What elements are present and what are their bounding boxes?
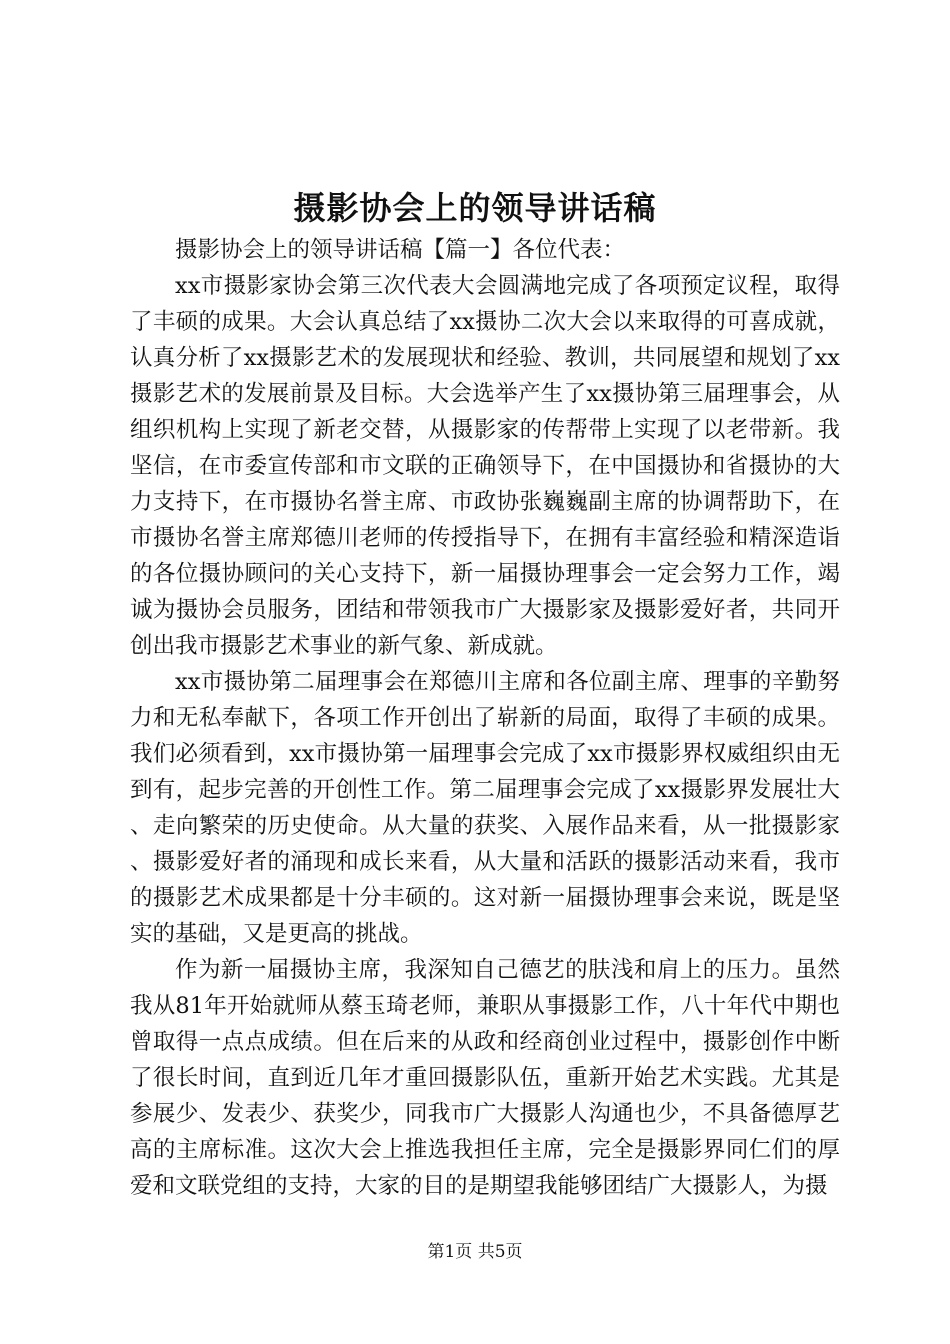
document-body <box>130 232 840 1204</box>
document-title: 摄影协会上的领导讲话稿 <box>293 189 657 227</box>
paragraph-opening: 摄影协会上的领导讲话稿【篇一】各位代表： <box>175 237 626 263</box>
paragraph-1: xx市摄影家协会第三次代表大会圆满地完成了各项预定议程，取得了丰硕的成果。大会认真总结了xx摄协二次大会以来取得的可喜成就，认真分析了xx摄影艺术的发展现状和经验、教训，共同展望和规划了xx摄影艺术的发展前景及目标。大会选举产生了xx摄协第三届理事会，从组织机构上实现了新老交替，从摄影家的传帮带上实现了以老带新。我坚信，在市委宣传部和市文联的正确领导下，在中国摄协和省摄协的大力支持下，在市摄协名誉主席、市政协张巍巍副主席的协调帮助下，在市摄协名誉主席郑德川老师的传授指导下，在拥有丰富经验和精深造诣的各位摄协顾问的关心支持下，新一届摄协理事会一定会努力工作，竭诚为摄协会员服务，团结和带领我市广大摄影家及摄影爱好者，共同开创出我市摄影艺术事业的新气象、新成就。 <box>130 273 840 659</box>
paragraph-2: xx市摄协第二届理事会在郑德川主席和各位副主席、理事的辛勤努力和无私奉献下，各项工作开创出了崭新的局面，取得了丰硕的成果。我们必须看到，xx市摄协第一届理事会完成了xx市摄影界权威组织由无到有，起步完善的开创性工作。第二届理事会完成了xx摄影界发展壮大、走向繁荣的历史使命。从大量的获奖、入展作品来看，从一批摄影家、摄影爱好者的涌现和成长来看，从大量和活跃的摄影活动来看，我市的摄影艺术成果都是十分丰硕的。这对新一届摄协理事会来说，既是坚实的基础，又是更高的挑战。 <box>130 669 840 947</box>
paragraph-3: 作为新一届摄协主席，我深知自己德艺的肤浅和肩上的压力。虽然我从81年开始就师从蔡玉琦老师，兼职从事摄影工作，八十年代中期也曾取得一点点成绩。但在后来的从政和经商创业过程中，摄影创作中断了很长时间，直到近几年才重回摄影队伍，重新开始艺术实践。尤其是参展少、发表少、获奖少，同我市广大摄影人沟通也少，不具备德厚艺高的主席标准。这次大会上推选我担任主席，完全是摄影界同仁们的厚爱和文联党组的支持，大家的目的是期望我能够团结广大摄影人，为摄 <box>130 957 840 1199</box>
page-number-footer: 第1页 共5页 <box>427 1242 523 1262</box>
